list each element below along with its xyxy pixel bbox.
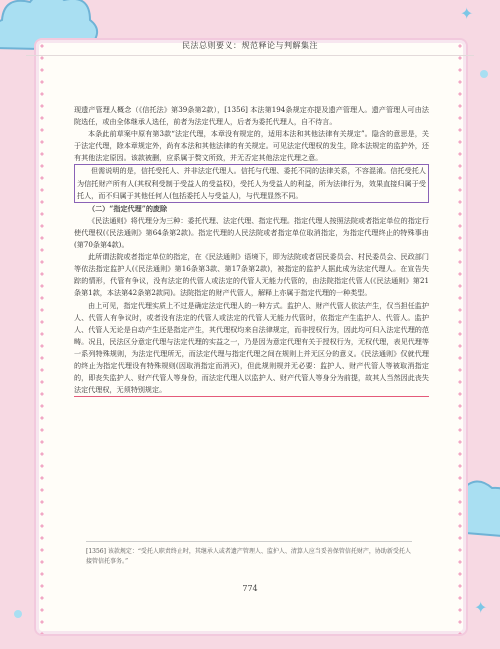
underlined-paragraph: 由上可见，指定代理实质上不过是确定法定代理人的一种方式。监护人、财产代管人依法产生，仅当担任监护人、代管人有争议时，或者没有法定的代管人或法定的代管人无能力代管时，依指定产生监护人、代管人。监护人、代管人无论是自动产生还是指定产生，其代理权均来自法律规定，而非授权行为，因此均可归入法定代理的范畴。况且，民法区分意定代理与法定代理的实益之一，乃是因为意定代理有关于授权行为，无权代理，表见代理等一系列特殊规则，为法定代理所无，而法定代理与指定代理之间在规则上并无区分的意义。《民法通则》仅就代理的终止为指定代理设有特殊规则(因取消指定而消灭)，但此规则规并无必要：监护人、财产代管人等被取消指定的，即丧失监护人、财产代管人等身份，而法定代理人以监护人、财产代管人等身分为前提，故其人当然因此丧失法定代理权，无须特别规定。 bbox=[74, 300, 429, 398]
paragraph: 现遗产管理人概念（《信托法》第39条第2款），[1356] 本法第194条规定亦提及遗产管理人。遗产管理人可由法院选任，或由全体继承人选任，前者为法定代理人，后者为委托代理人，自不待言。 bbox=[74, 105, 429, 127]
highlighted-paragraph: 但需说明的是，信托受托人、并非法定代理人。信托与代理、委托不同的法律关系，不容混淆。信托受托人为信托财产所有人(其权利受制于受益人的受益权)，受托人为受益人的利益，所为法律行为，效果直接归属于受托人，而不归属于其他任何人(包括委托人与受益人)，与代理显然不同。 bbox=[74, 164, 429, 202]
footnote: [1356] 该款规定：“受托人职责终止时，其继承人或者遗产管理人、监护人、清算人应当妥善保管信托财产，协助新受托人接管信托事务。” bbox=[86, 541, 412, 567]
sparkle-icon: ✦ bbox=[474, 598, 488, 617]
dot-decoration bbox=[14, 610, 22, 618]
section-heading: （二）“指定代理”的废除 bbox=[88, 203, 168, 213]
sparkle-icon: ✦ bbox=[460, 4, 474, 23]
dotted-border-right bbox=[457, 40, 463, 634]
paragraph: 此所谓法院或者指定单位的指定，在《民法通则》语境下，即为法院或者居民委员会、村民委员会、民政部门等依法指定监护人(《民法通则》第16条第3款、第17条第2款)，被指定的监护人据此成为法定代理人。在宣告失踪的情形，代管有争议，没有法定的代管人或法定的代管人无能力代管的，由法院指定代管人(《民法通则》第21条第1款，本法第42条第2款同)。法院指定的财产代管人，解释上亦属于指定代理的一种类型。 bbox=[74, 252, 429, 298]
dotted-border-left bbox=[39, 40, 45, 634]
page-number: 774 bbox=[242, 584, 258, 593]
paragraph: 本条此前草案中原有第3款“法定代理，本章没有规定的，适用本法和其他法律有关规定”。隐含的意思是，关于法定代理，除本章规定外，尚有本法和其他法律的有关规定。可见法定代理权的发生，除本法规定的监护外，还有其他法定原因。该款被删，应系属于赘文所致，并无否定其他法定代理之意。 bbox=[74, 129, 429, 163]
running-header: 民法总则要义：规范释论与判解集注 bbox=[26, 40, 474, 56]
dot-decoration bbox=[480, 70, 488, 78]
paragraph: 《民法通则》将代理分为三种：委托代理、法定代理、指定代理。指定代理人按照法院或者指定单位的指定行使代理权(《民法通则》第64条第2款)。指定代理的人民法院或者指定单位取消指定，为指定代理终止的特殊事由(第70条第4款)。 bbox=[74, 215, 429, 250]
page-body bbox=[74, 104, 429, 397]
